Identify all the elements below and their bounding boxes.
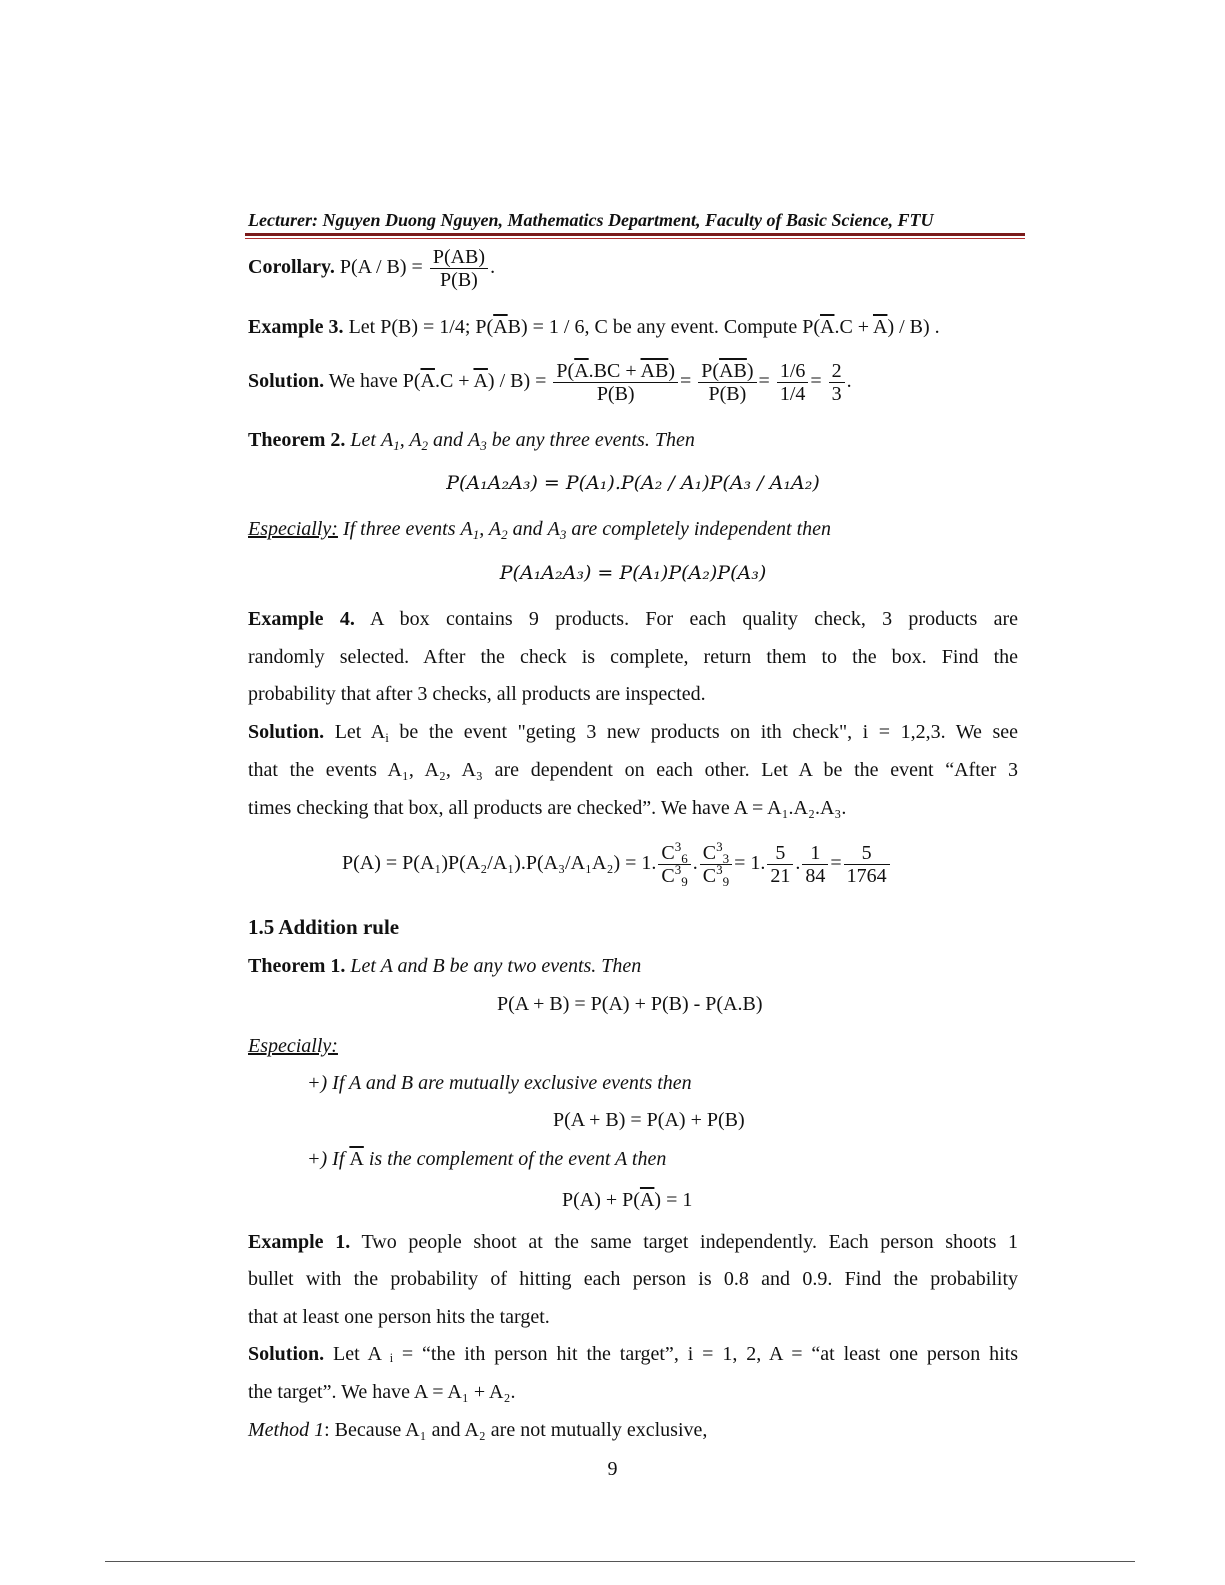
solution1-line-2: the target”. We have A = A₁ + A₂. (248, 1381, 516, 1403)
especially2-formula-2: $P(A) + P(\overline{A}) = 1$ (562, 1189, 693, 1211)
especially2-item-2: +) If $\overline{A}$ is the complement of the event A then (307, 1148, 667, 1170)
fraction-1-84: $\frac{1}{84}$ (802, 842, 828, 887)
header-rule (245, 233, 1025, 239)
especially1-label: Especially: (248, 518, 338, 540)
theorem2-label: Theorem 2. (248, 429, 346, 451)
method1-label: Method 1 (248, 1419, 325, 1441)
solution3-fraction-3: $\frac{1/6}{1/4}$ (777, 360, 809, 405)
combination-fraction-2: $\frac{C^3_3}{C^3_9}$ (700, 842, 732, 887)
example4-line-3: probability that after 3 checks, all products are inspected. (248, 683, 706, 705)
solution4-formula: P(A) = P(A₁)P(A₂/A₁).P(A₃/A₁A₂) = 1. $\frac{C^3_6}{C^3_9}$ . $\frac{C^3_3}{C^3_9}$ = 1. $\frac{5}{21}$ . $\frac{1}{84}$ = $\frac{5}{1764}$ (342, 842, 892, 887)
corollary-fraction: $\frac{P(AB)}{P(B)}$ (430, 246, 488, 291)
fraction-5-1764: $\frac{5}{1764}$ (844, 842, 890, 887)
running-header: Lecturer: Nguyen Duong Nguyen, Mathematics Department, Faculty of Basic Science, FTU (248, 210, 934, 230)
solution3-fraction-1: $\frac{P(\overline{A}.BC + \overline{AB})}{P(B)}$ (553, 360, 678, 405)
corollary-line: Corollary. P(A / B) = $\frac{P(AB)}{P(B)}$ . (248, 246, 496, 291)
example1-label: Example 1. (248, 1231, 351, 1253)
page-number: 9 (607, 1458, 618, 1480)
solution1-line-1: Solution. Let A ᵢ = “the ith person hit the target”, i = 1, 2, A = “at least one person hits (248, 1343, 1018, 1365)
fraction-5-21: $\frac{5}{21}$ (767, 842, 793, 887)
example1-line-3: that at least one person hits the target. (248, 1306, 550, 1328)
method1-line: Method 1: Because A₁ and A₂ are not mutually exclusive, (248, 1419, 708, 1441)
theorem2-formula: P(A₁A₂A₃) = P(A₁).P(A₂ / A₁)P(A₃ / A₁A₂) (446, 472, 820, 494)
especially1-formula: P(A₁A₂A₃) = P(A₁)P(A₂)P(A₃) (499, 562, 767, 584)
example3-formula1: $P(\overline{A}B) = 1 / 6$ (475, 316, 585, 338)
solution4-line-2: that the events A₁, A₂, A₃ are dependent on each other. Let A be the event “After 3 (248, 759, 1018, 781)
solution4-line-3: times checking that box, all products are checked”. We have A = A₁.A₂.A₃. (248, 797, 847, 819)
footer-rule (105, 1561, 1135, 1562)
solution3-fraction-4: $\frac{2}{3}$ (829, 360, 845, 405)
example1-line-1: Example 1. Two people shoot at the same target independently. Each person shoots 1 (248, 1231, 1018, 1253)
corollary-label: Corollary. (248, 256, 335, 279)
especially2-label: Especially: (248, 1035, 338, 1057)
example4-line-1: Example 4. A box contains 9 products. For each quality check, 3 products are (248, 608, 1018, 630)
solution4-label: Solution. (248, 721, 325, 743)
solution3-fraction-2: $\frac{P(\overline{AB})}{P(B)}$ (698, 360, 756, 405)
solution3-label: Solution. (248, 370, 325, 393)
solution4-line-1: Solution. Let $A_i$ be the event "geting 3 new products on ith check", i = 1,2,3. We see (248, 721, 1018, 745)
solution1-label: Solution. (248, 1343, 325, 1365)
combination-fraction-1: $\frac{C^3_6}{C^3_9}$ (658, 842, 690, 887)
example4-line-2: randomly selected. After the check is complete, return them to the box. Find the (248, 646, 1018, 668)
especially1-line: Especially: If three events $A_1$, $A_2$ and $A_3$ are completely independent then (248, 518, 832, 542)
corollary-lhs: P(A / B) = (339, 256, 423, 279)
especially2-formula-1: P(A + B) = P(A) + P(B) (553, 1109, 745, 1131)
theorem1-line: Theorem 1. Let A and B be any two events. Then (248, 955, 642, 977)
example4-label: Example 4. (248, 608, 355, 630)
example3-line: Example 3. Let P(B) = 1/4; $P(\overline{A}B) = 1 / 6$, C be any event. Compute $P(\overline{A}.C + \overline{A}) / B$) . (248, 316, 940, 338)
especially2-item-1: +) If A and B are mutually exclusive events then (307, 1072, 692, 1094)
example3-formula2: $P(\overline{A}.C + \overline{A}) / B$) . (802, 316, 940, 338)
theorem1-label: Theorem 1. (248, 955, 346, 977)
theorem1-formula: P(A + B) = P(A) + P(B) - P(A.B) (497, 993, 763, 1015)
section-heading: 1.5 Addition rule (248, 915, 400, 939)
example1-line-2: bullet with the probability of hitting each person is 0.8 and 0.9. Find the probability (248, 1268, 1018, 1290)
example3-label: Example 3. (248, 316, 344, 338)
solution3-line: Solution. We have $P(\overline{A}.C + \overline{A}) / B$) = $\frac{P(\overline{A}.BC + \overline{AB})}{P(B)}$ = $\frac{P(\overline{AB})}{P(B)}$ = $\frac{1/6}{1/4}$ = $\frac{2}{3}$ . (248, 360, 852, 405)
theorem2-line: Theorem 2. Let $A_1$, $A_2$ and $A_3$ be any three events. Then (248, 429, 695, 453)
